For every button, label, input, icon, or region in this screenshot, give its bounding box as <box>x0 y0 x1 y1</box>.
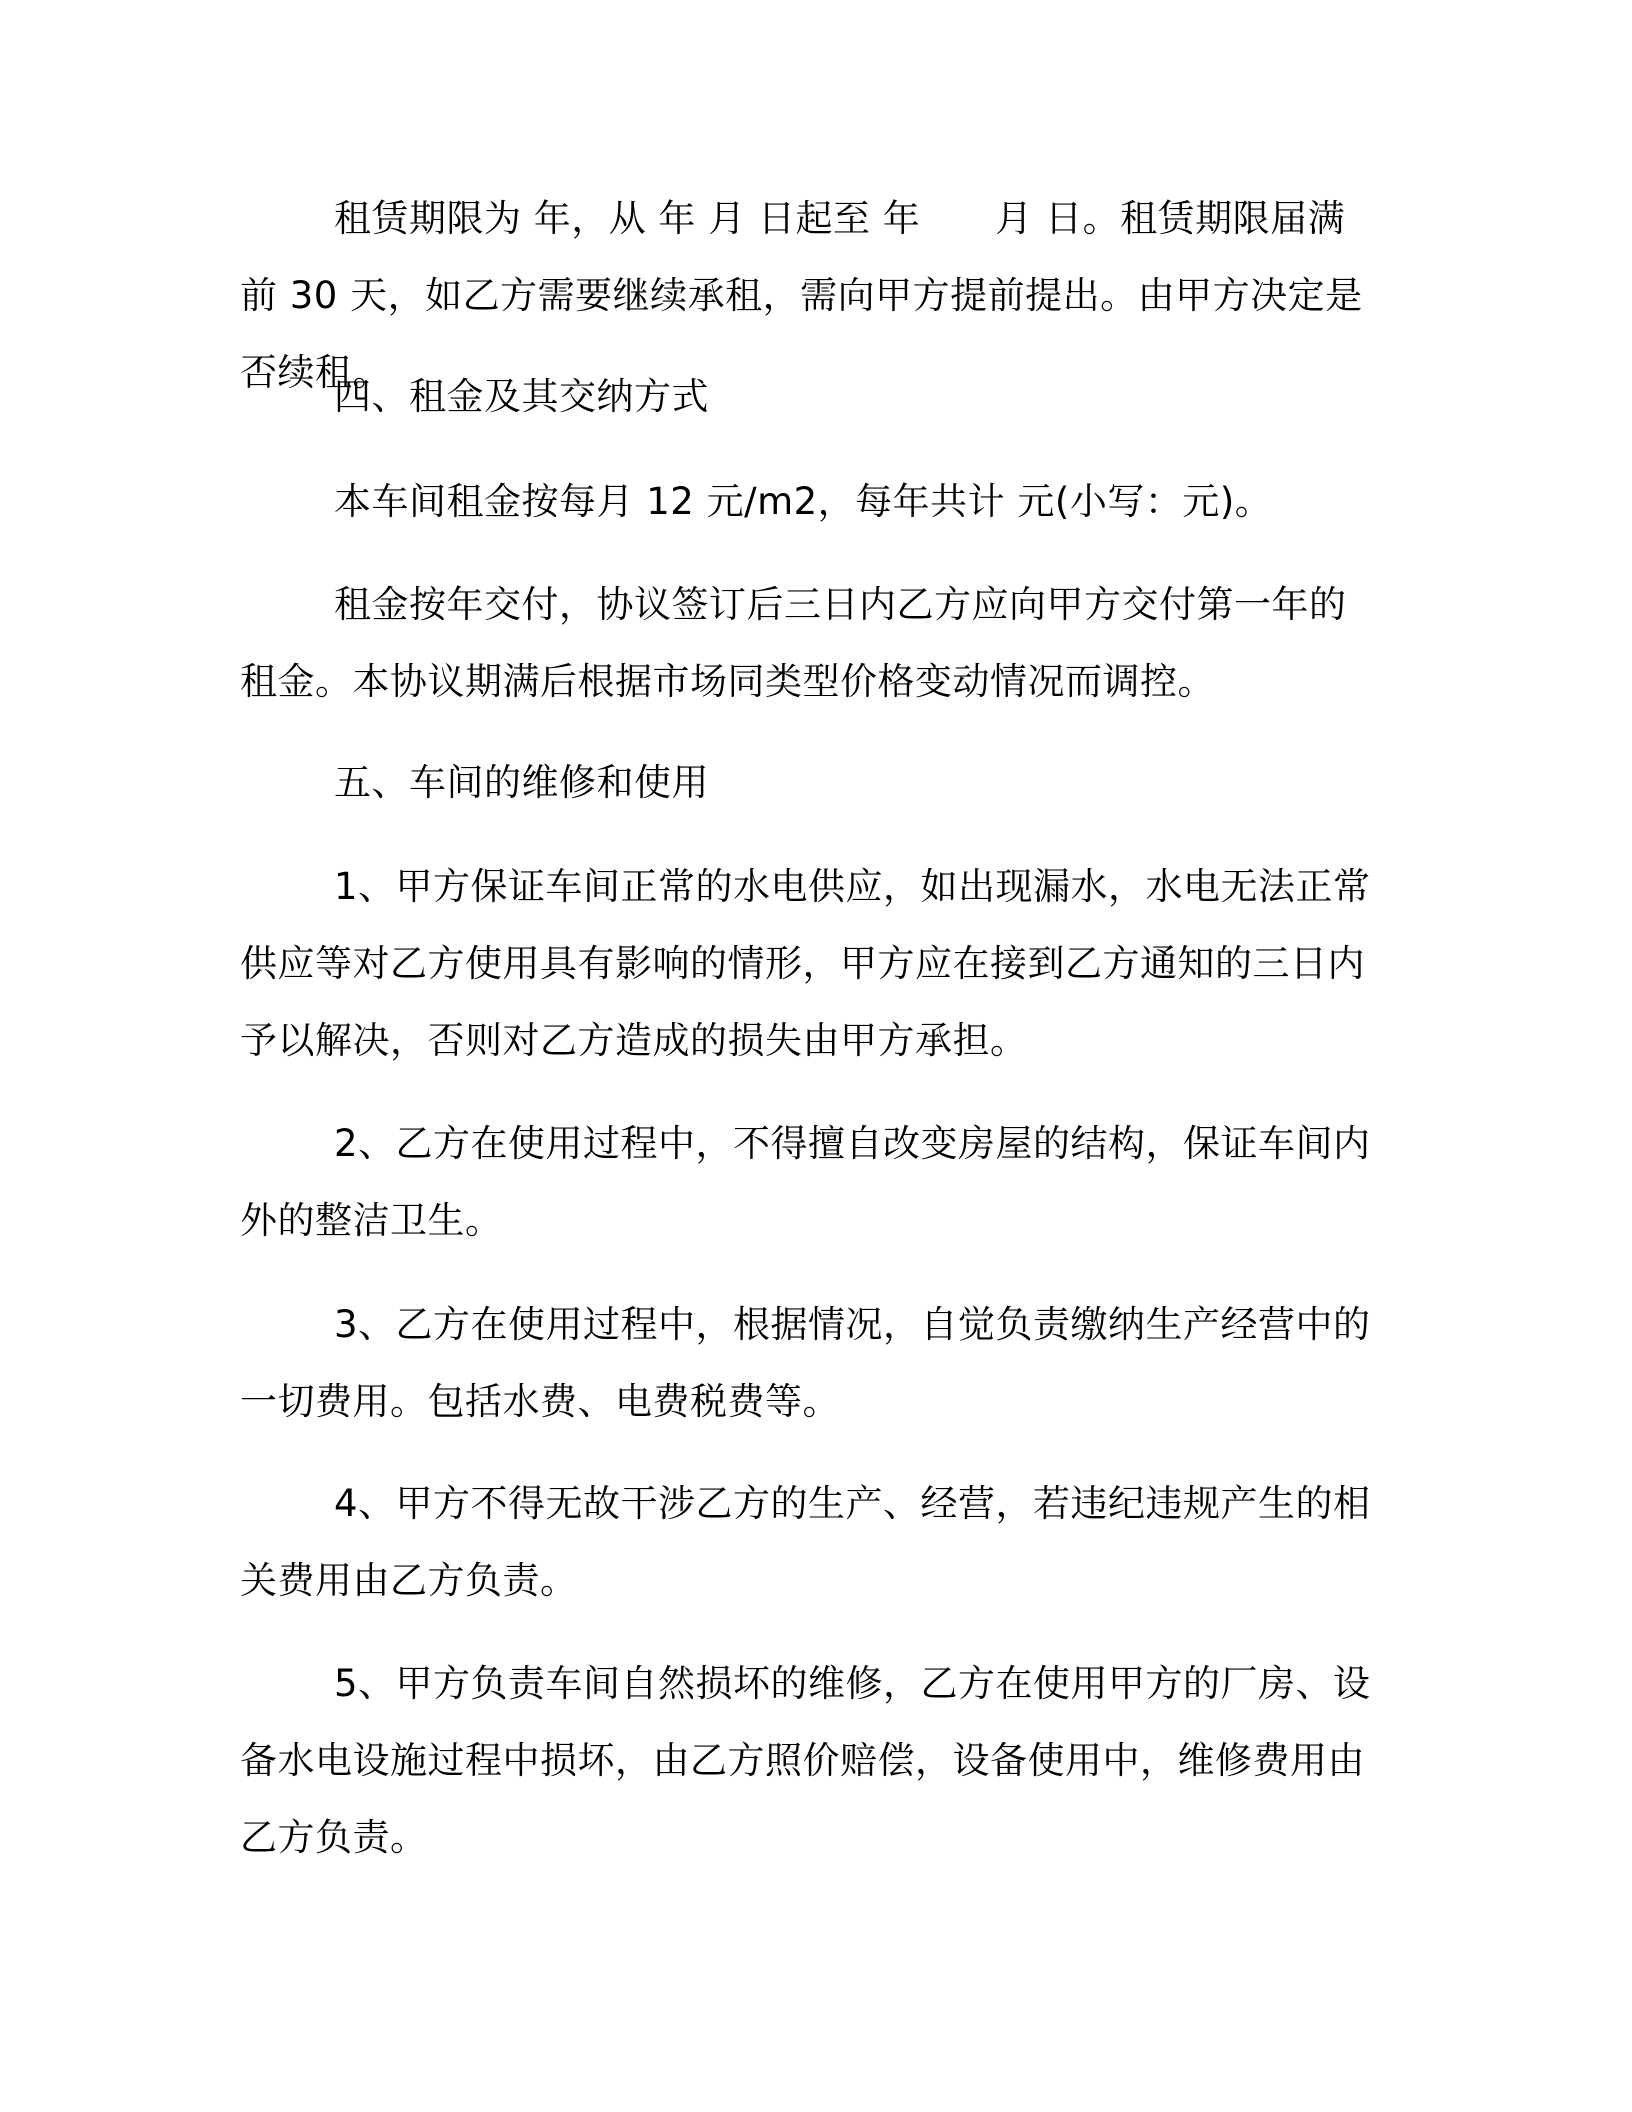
section-five-heading: 五、车间的维修和使用 <box>334 761 709 804</box>
clause-4-paragraph: 4、甲方不得无故干涉乙方的生产、经营，若违纪违规产生的相关费用由乙方负责。 <box>240 1482 1371 1602</box>
lease-term-paragraph: 租赁期限为 年，从 年 月 日起至 年 月 日。租赁期限届满前 30 天，如乙方需要继续承租，需向甲方提前提出。由甲方决定是否续租。 <box>240 197 1363 394</box>
clause-2-paragraph: 2、乙方在使用过程中，不得擅自改变房屋的结构，保证车间内外的整洁卫生。 <box>240 1122 1371 1242</box>
section-four-heading: 四、租金及其交纳方式 <box>334 375 709 418</box>
clause-3-paragraph: 3、乙方在使用过程中，根据情况，自觉负责缴纳生产经营中的一切费用。包括水费、电费税费等。 <box>240 1303 1371 1423</box>
clause-1-paragraph: 1、甲方保证车间正常的水电供应，如出现漏水，水电无法正常供应等对乙方使用具有影响的情形，甲方应在接到乙方通知的三日内予以解决，否则对乙方造成的损失由甲方承担。 <box>240 865 1371 1062</box>
clause-5-paragraph: 5、甲方负责车间自然损坏的维修，乙方在使用甲方的厂房、设备水电设施过程中损坏，由乙方照价赔偿，设备使用中，维修费用由乙方负责。 <box>240 1662 1371 1859</box>
rent-payment-paragraph: 租金按年交付，协议签订后三日内乙方应向甲方交付第一年的租金。本协议期满后根据市场同类型价格变动情况而调控。 <box>240 583 1347 703</box>
rent-amount-paragraph: 本车间租金按每月 12 元/m2，每年共计 元(小写：元)。 <box>334 480 1273 523</box>
